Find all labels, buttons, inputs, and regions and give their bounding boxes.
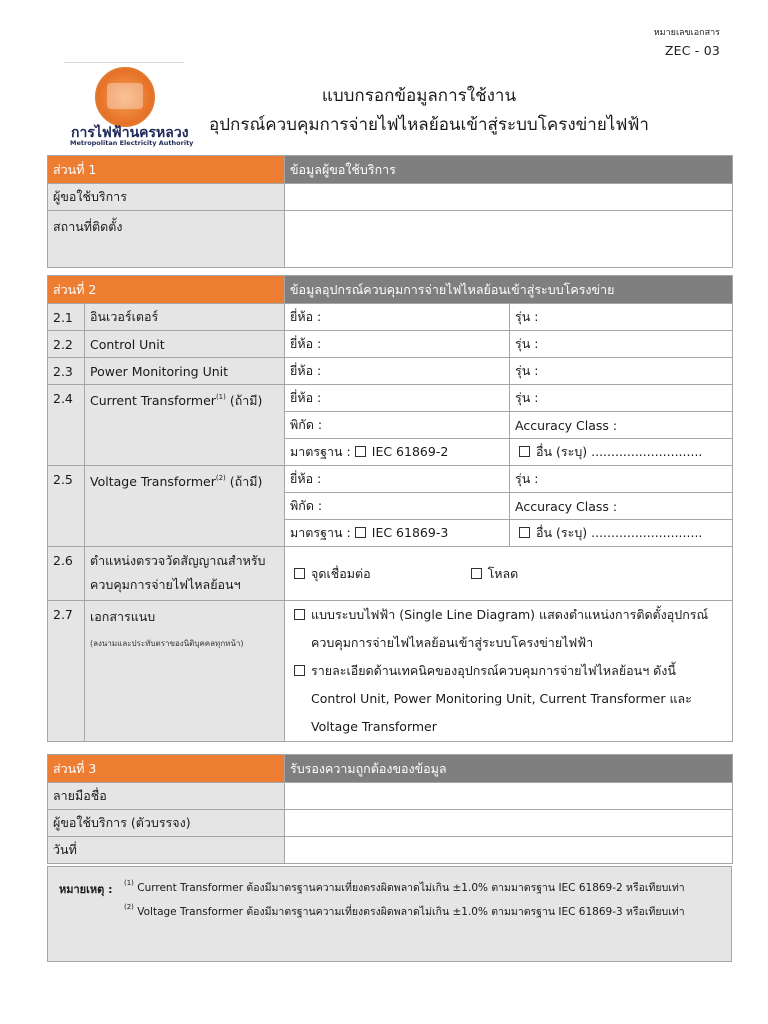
inverter-brand-field[interactable]: ยี่ห้อ : bbox=[285, 304, 510, 331]
customer-name-field[interactable] bbox=[285, 184, 733, 211]
inverter-label: อินเวอร์เตอร์ bbox=[85, 304, 285, 331]
measurement-point-options bbox=[285, 547, 733, 601]
attachment-tech-spec[interactable]: รายละเอียดด้านเทคนิคของอุปกรณ์ควบคุมการจ่ายไฟไหลย้อนฯ ดังนี้ bbox=[290, 657, 727, 685]
checkbox-icon[interactable] bbox=[519, 446, 530, 457]
checkbox-icon[interactable] bbox=[294, 568, 305, 579]
section1-tag: ส่วนที่ 1 bbox=[48, 156, 285, 184]
section1-title: ข้อมูลผู้ขอใช้บริการ bbox=[285, 156, 733, 184]
remarks-label: หมายเหตุ : bbox=[59, 883, 113, 896]
item-number: 2.6 bbox=[48, 547, 85, 601]
vt-accuracy-field[interactable]: Accuracy Class : bbox=[510, 493, 733, 520]
installation-site-label: สถานที่ติดตั้ง bbox=[48, 211, 285, 268]
section1-table bbox=[47, 155, 733, 268]
item-number: 2.2 bbox=[48, 331, 85, 358]
item-number: 2.1 bbox=[48, 304, 85, 331]
section2-table bbox=[47, 275, 733, 742]
current-transformer-label: Current Transformer$^{(1)}$ (ถ้ามี) bbox=[85, 385, 285, 466]
printed-name-field[interactable] bbox=[285, 810, 733, 837]
checkbox-icon[interactable] bbox=[294, 665, 305, 676]
vt-rating-field[interactable]: พิกัด : bbox=[285, 493, 510, 520]
form-title-line1: แบบกรอกข้อมูลการใช้งาน bbox=[321, 86, 517, 106]
vt-other-option[interactable]: อื่น (ระบุ) ............................ bbox=[510, 520, 733, 547]
option-connection-point[interactable]: จุดเชื่อมต่อ bbox=[290, 566, 371, 581]
signature-label: ลายมือชื่อ bbox=[48, 783, 285, 810]
section3-table bbox=[47, 754, 733, 864]
installation-site-field[interactable] bbox=[285, 211, 733, 268]
pmu-model-field[interactable]: รุ่น : bbox=[510, 358, 733, 385]
section2-title: ข้อมูลอุปกรณ์ควบคุมการจ่ายไฟไหลย้อนเข้าสู่ระบบโครงข่าย bbox=[285, 276, 733, 304]
attachment-tech-spec-line2: Control Unit, Power Monitoring Unit, Current Transformer และ bbox=[311, 691, 692, 706]
section3-tag: ส่วนที่ 3 bbox=[48, 755, 285, 783]
remark-1: $^{(1)}$ Current Transformer ต้องมีมาตรฐานความเที่ยงตรงผิดพลาดไม่เกิน ±1.0% ตามมาตรฐาน IEC 61869-2 หรือเทียบเท่า bbox=[124, 879, 685, 894]
voltage-transformer-label: Voltage Transformer$^{(2)}$ (ถ้ามี) bbox=[85, 466, 285, 547]
section2-tag: ส่วนที่ 2 bbox=[48, 276, 285, 304]
attachment-tech-spec-line3: Voltage Transformer bbox=[311, 719, 437, 734]
vt-standard-option[interactable]: มาตรฐาน : IEC 61869-3 bbox=[285, 520, 510, 547]
ct-rating-field[interactable]: พิกัด : bbox=[285, 412, 510, 439]
pmu-brand-field[interactable]: ยี่ห้อ : bbox=[285, 358, 510, 385]
date-field[interactable] bbox=[285, 837, 733, 864]
logo-divider bbox=[64, 62, 184, 63]
item-number: 2.7 bbox=[48, 601, 85, 742]
control-unit-model-field[interactable]: รุ่น : bbox=[510, 331, 733, 358]
checkbox-icon[interactable] bbox=[294, 609, 305, 620]
option-load[interactable]: โหลด bbox=[467, 566, 519, 581]
logo-text-english: Metropolitan Electricity Authority bbox=[70, 139, 194, 147]
checkbox-icon[interactable] bbox=[355, 446, 366, 457]
control-unit-label: Control Unit bbox=[85, 331, 285, 358]
vt-brand-field[interactable]: ยี่ห้อ : bbox=[285, 466, 510, 493]
item-number: 2.3 bbox=[48, 358, 85, 385]
attachments-note: (ลงนามและประทับตราของนิติบุคคลทุกหน้า) bbox=[90, 639, 244, 648]
printed-name-label: ผู้ขอใช้บริการ (ตัวบรรจง) bbox=[48, 810, 285, 837]
vt-model-field[interactable]: รุ่น : bbox=[510, 466, 733, 493]
item-number: 2.5 bbox=[48, 466, 85, 547]
attachment-sld-line2: ควบคุมการจ่ายไฟไหลย้อนเข้าสู่ระบบโครงข่ายไฟฟ้า bbox=[311, 635, 594, 650]
item-number: 2.4 bbox=[48, 385, 85, 466]
ct-other-option[interactable]: อื่น (ระบุ) ............................ bbox=[510, 439, 733, 466]
logo-text-thai: การไฟฟ้านครหลวง bbox=[71, 125, 189, 141]
attachment-sld[interactable]: แบบระบบไฟฟ้า (Single Line Diagram) แสดงตำแหน่งการติดตั้งอุปกรณ์ bbox=[290, 601, 727, 629]
ct-brand-field[interactable]: ยี่ห้อ : bbox=[285, 385, 510, 412]
document-number: ZEC - 03 bbox=[664, 43, 720, 58]
remark-2: $^{(2)}$ Voltage Transformer ต้องมีมาตรฐานความเที่ยงตรงผิดพลาดไม่เกิน ±1.0% ตามมาตรฐาน IEC 61869-3 หรือเทียบเท่า bbox=[124, 903, 685, 918]
ct-standard-option[interactable]: มาตรฐาน : IEC 61869-2 bbox=[285, 439, 510, 466]
measurement-point-label: ตำแหน่งตรวจวัดสัญญาณสำหรับ ควบคุมการจ่ายไฟไหลย้อนฯ bbox=[85, 547, 285, 601]
section3-title: รับรองความถูกต้องของข้อมูล bbox=[285, 755, 733, 783]
date-label: วันที่ bbox=[48, 837, 285, 864]
form-title-line2: อุปกรณ์ควบคุมการจ่ายไฟไหลย้อนเข้าสู่ระบบโครงข่ายไฟฟ้า bbox=[209, 115, 649, 135]
document-number-label: หมายเลขเอกสาร bbox=[653, 28, 720, 38]
attachments-list bbox=[285, 601, 733, 742]
remarks-box bbox=[47, 866, 732, 962]
control-unit-brand-field[interactable]: ยี่ห้อ : bbox=[285, 331, 510, 358]
ct-accuracy-field[interactable]: Accuracy Class : bbox=[510, 412, 733, 439]
customer-name-label: ผู้ขอใช้บริการ bbox=[48, 184, 285, 211]
signature-field[interactable] bbox=[285, 783, 733, 810]
attachments-label: เอกสารแนบ (ลงนามและประทับตราของนิติบุคคลทุกหน้า) bbox=[85, 601, 285, 742]
ct-model-field[interactable]: รุ่น : bbox=[510, 385, 733, 412]
checkbox-icon[interactable] bbox=[519, 527, 530, 538]
inverter-model-field[interactable]: รุ่น : bbox=[510, 304, 733, 331]
power-monitoring-label: Power Monitoring Unit bbox=[85, 358, 285, 385]
checkbox-icon[interactable] bbox=[471, 568, 482, 579]
checkbox-icon[interactable] bbox=[355, 527, 366, 538]
